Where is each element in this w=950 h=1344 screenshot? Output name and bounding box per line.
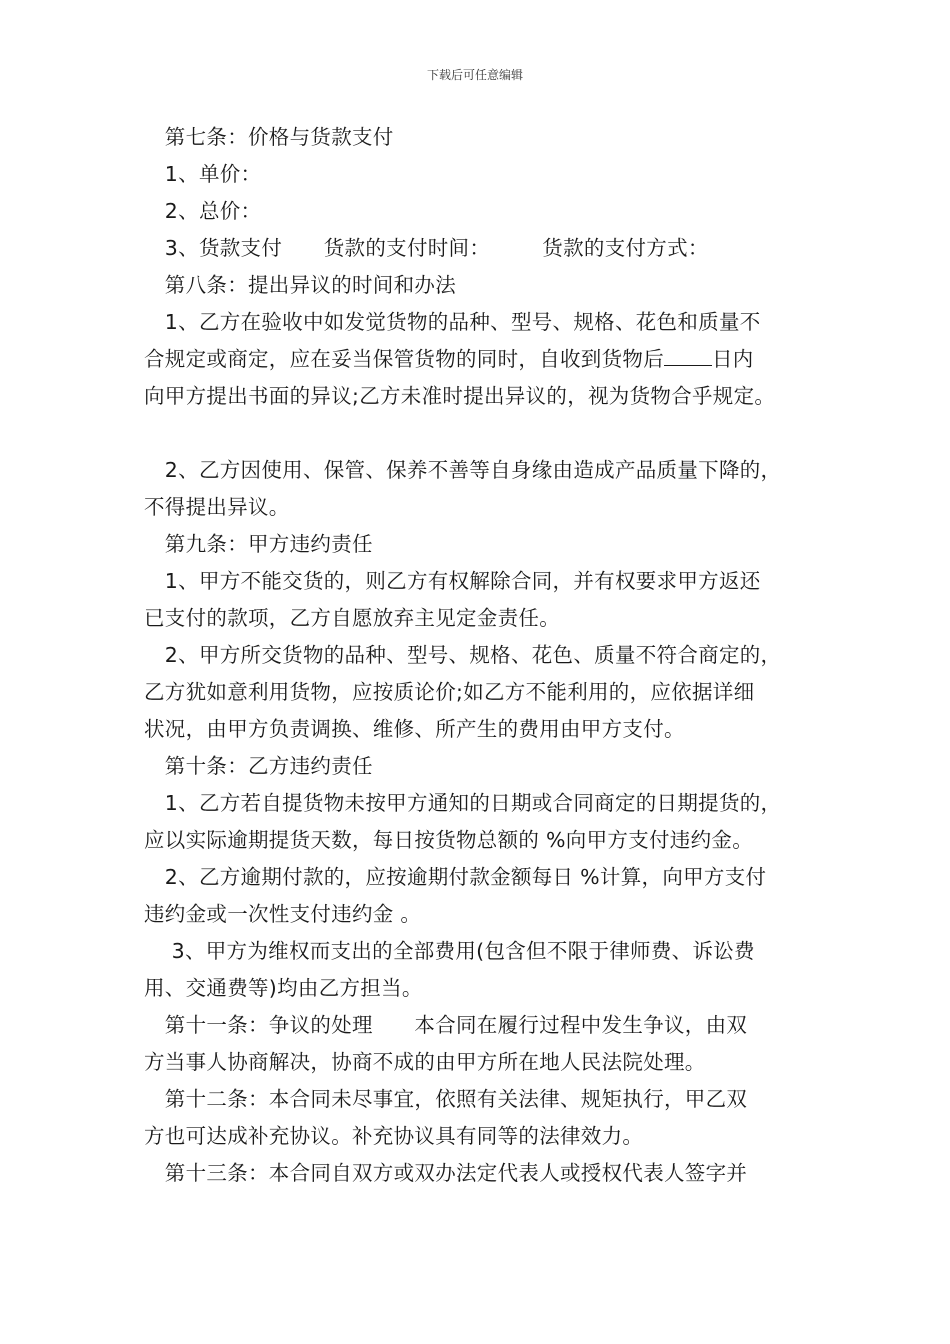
article-9-heading: 第九条：甲方违约责任 [144, 532, 373, 556]
article-7-item-1: 1、单价： [144, 162, 262, 186]
article-10-item-1-line-1: 1、乙方若自提货物未按甲方通知的日期或合同商定的日期提货的， [144, 791, 782, 815]
article-8-item-1-line-1: 1、乙方在验收中如发觉货物的品种、型号、规格、花色和质量不 [144, 310, 761, 334]
article-12-line-2: 方也可达成补充协议。补充协议具有同等的法律效力。 [144, 1124, 644, 1148]
article-8-item-1-line-2-text: 合规定或商定，应在妥当保管货物的同时，自收到货物后 [144, 347, 664, 371]
page-header-note: 下载后可任意编辑 [426, 68, 523, 82]
article-9-item-1-line-1: 1、甲方不能交货的，则乙方有权解除合同，并有权要求甲方返还 [144, 569, 761, 593]
article-10-item-3-line-1: 3、甲方为维权而支出的全部费用(包含但不限于律师费、诉讼费 [144, 939, 755, 963]
article-8-heading: 第八条：提出异议的时间和办法 [144, 273, 456, 297]
article-10-item-3-line-2: 用、交通费等)均由乙方担当。 [144, 976, 423, 1000]
article-9-item-2-line-2: 乙方犹如意利用货物，应按质论价;如乙方不能利用的，应依据详细 [144, 680, 755, 704]
article-8-item-1-line-2 [144, 341, 824, 378]
paragraph-gap [144, 415, 824, 452]
article-10-heading: 第十条：乙方违约责任 [144, 754, 373, 778]
article-7-item-3: 3、货款支付 货款的支付时间： 货款的支付方式： [144, 236, 709, 260]
article-9-item-2-line-1: 2、甲方所交货物的品种、型号、规格、花色、质量不符合商定的， [144, 643, 782, 667]
article-13-line-1: 第十三条：本合同自双方或双办法定代表人或授权代表人签字并 [144, 1161, 748, 1185]
article-10-item-2-line-1: 2、乙方逾期付款的，应按逾期付款金额每日 %计算，向甲方支付 [144, 865, 767, 889]
article-8-item-2-line-1: 2、乙方因使用、保管、保养不善等自身缘由造成产品质量下降的， [144, 458, 782, 482]
article-9-item-1-line-2: 已支付的款项，乙方自愿放弃主见定金责任。 [144, 606, 560, 630]
article-10-item-2-line-2: 违约金或一次性支付违约金 。 [144, 902, 422, 926]
article-11-line-1: 第十一条：争议的处理 本合同在履行过程中发生争议，由双 [144, 1013, 748, 1037]
article-10-item-1-line-2: 应以实际逾期提货天数，每日按货物总额的 %向甲方支付违约金。 [144, 828, 753, 852]
article-12-line-1: 第十二条：本合同未尽事宜，依照有关法律、规矩执行，甲乙双 [144, 1087, 748, 1111]
article-8-item-2-line-2: 不得提出异议。 [144, 495, 290, 519]
contract-body [144, 119, 824, 1192]
article-8-item-1-line-3: 向甲方提出书面的异议;乙方未准时提出异议的，视为货物合乎规定。 [144, 384, 776, 408]
article-11-line-2: 方当事人协商解决，协商不成的由甲方所在地人民法院处理。 [144, 1050, 706, 1074]
days-blank [664, 343, 712, 366]
article-7-heading: 第七条：价格与货款支付 [144, 125, 394, 149]
article-7-item-2: 2、总价： [144, 199, 262, 223]
article-9-item-2-line-3: 状况，由甲方负责调换、维修、所产生的费用由甲方支付。 [144, 717, 685, 741]
article-8-item-1-line-2-tail: 日内 [712, 347, 754, 371]
